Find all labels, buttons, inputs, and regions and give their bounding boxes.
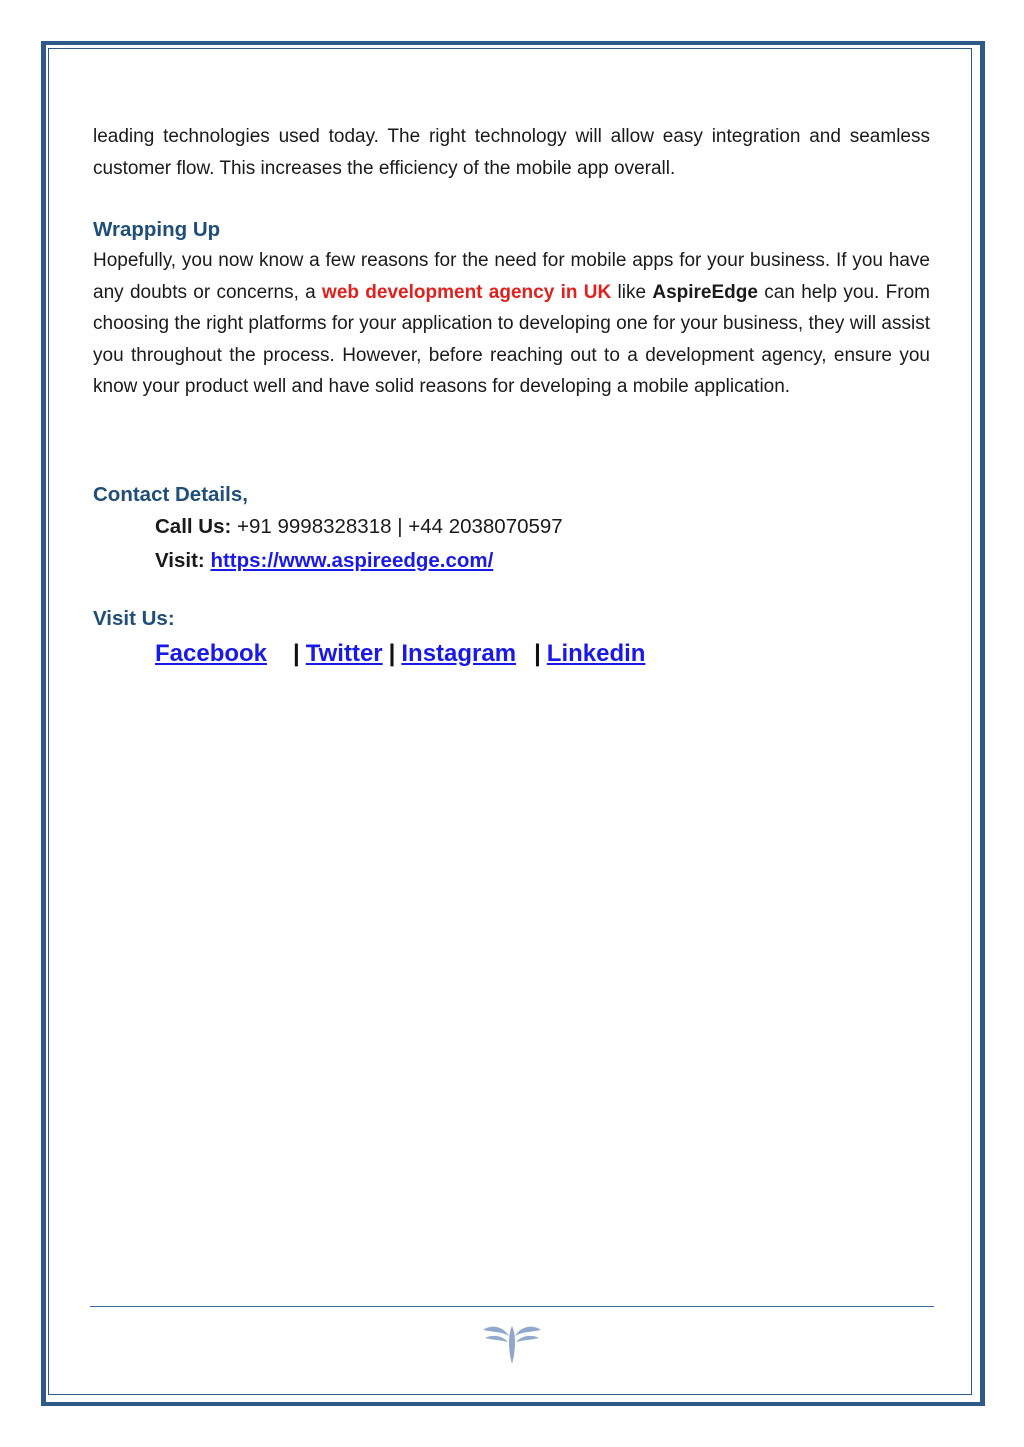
visit-us-heading: Visit Us: bbox=[93, 606, 175, 630]
wrapping-up-heading: Wrapping Up bbox=[93, 218, 221, 241]
aspireedge-logo-icon bbox=[481, 1320, 543, 1366]
contact-details-heading: Contact Details, bbox=[93, 482, 248, 506]
intro-paragraph: leading technologies used today. The right technology will allow easy integration and seamless customer flow. This increases the efficiency of the mobile app overall. bbox=[93, 126, 930, 179]
link-separator: | bbox=[293, 639, 300, 667]
document-content bbox=[93, 121, 930, 672]
call-us-label: Call Us: bbox=[155, 514, 232, 538]
wrapping-text-before: Hopefully, you now know a few reasons for the need for mobile apps for your business. If you have any doubts or concerns, a bbox=[93, 250, 930, 303]
brand-name: AspireEdge bbox=[652, 281, 758, 303]
twitter-link[interactable]: Twitter bbox=[305, 639, 383, 667]
link-separator: | bbox=[534, 639, 541, 667]
wrapping-text-after: can help you. From choosing the right platforms for your application to developing one for your business, they will assist you throughout the process. However, before reaching out to a development agency, ensure you know your product well and have solid reasons for developing a mobile application. bbox=[93, 281, 930, 397]
web-development-agency-link[interactable]: web development agency in UK bbox=[322, 281, 612, 303]
facebook-link[interactable]: Facebook bbox=[155, 639, 268, 667]
call-us-line bbox=[93, 510, 930, 544]
website-link[interactable]: https://www.aspireedge.com/ bbox=[210, 548, 494, 572]
linkedin-link[interactable]: Linkedin bbox=[546, 639, 646, 667]
visit-line bbox=[93, 544, 930, 578]
wrapping-text-mid: like bbox=[611, 281, 653, 303]
visit-label: Visit: bbox=[155, 548, 205, 572]
footer-divider bbox=[90, 1306, 934, 1307]
social-links bbox=[93, 636, 930, 672]
wrapping-up-paragraph bbox=[93, 245, 930, 403]
call-us-numbers: +91 9998328318 | +44 2038070597 bbox=[231, 514, 563, 538]
link-separator: | bbox=[388, 639, 396, 667]
instagram-link[interactable]: Instagram bbox=[401, 639, 517, 667]
